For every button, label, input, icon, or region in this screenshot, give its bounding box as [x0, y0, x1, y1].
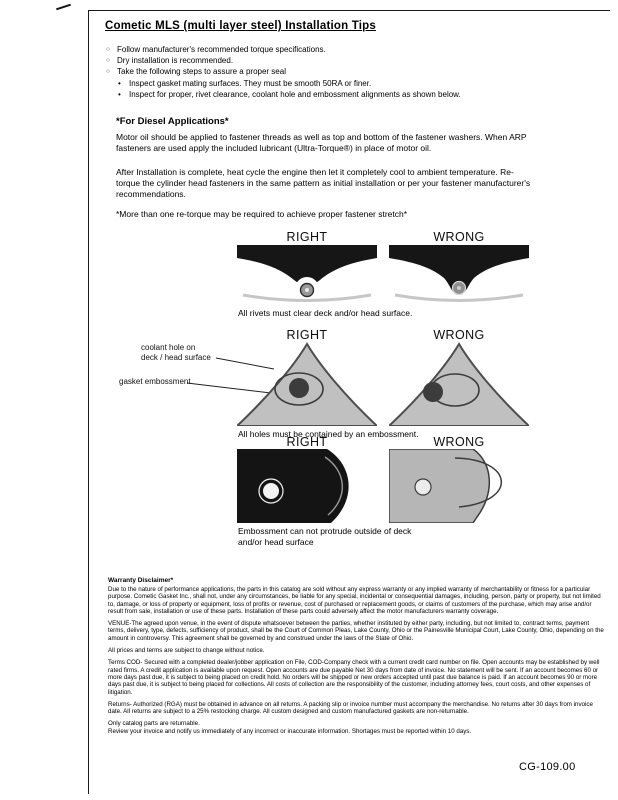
diagram-coolant-wrong: [389, 342, 529, 426]
embossment-right-illustration: [237, 449, 377, 523]
right-label-row1: RIGHT: [286, 230, 328, 244]
diagram-embossment-right: [237, 449, 377, 523]
diagram-embossment-wrong: [389, 449, 529, 523]
annotation-coolant-line-1: coolant hole on: [141, 343, 196, 352]
caption-embossment: [238, 526, 468, 547]
wrong-label-row1: WRONG: [433, 230, 485, 244]
diagram-rivet-wrong: [389, 245, 529, 303]
diagram-rivet-right: [237, 245, 377, 303]
wrong-label-row2: WRONG: [433, 328, 485, 342]
installation-tips-list: [106, 44, 461, 100]
embossment-wrong-illustration: [389, 449, 529, 523]
warranty-heading: Warranty Disclaimer*: [108, 577, 174, 584]
warranty-paragraph: Terms COD- Secured with a completed dealer/jobber application on File, COD-Company check with a current credit card number on file. Open accounts may be established by well rated firms. A credit application is available upon request. Open accounts are due payable Net 30 days from date of invoice. No statement will be sent. If an account becomes 60 or more days past due, it is subject to being placed on credit hold. No orders will be shipped or new orders accepted until past due balance is paid. If an account becomes 90 or more days past due, it is subject to being placed for collections. All costs of collection are the responsibility of the customer, including attorney fees, court costs, and other expenses of litigation.: [108, 659, 600, 696]
wrong-label-row3: WRONG: [433, 435, 485, 449]
diesel-paragraph-1: Motor oil should be applied to fastener threads as well as top and bottom of the fastener washers. When ARP fasteners are used apply the included lubricant (Ultra-Torque®) in place of motor oil.: [116, 132, 527, 154]
tip-sub-item: • Inspect for proper, rivet clearance, coolant hole and embossment alignments as shown below.: [118, 89, 461, 100]
annotation-gasket-embossment: gasket embossment: [119, 377, 191, 386]
right-label-row3: RIGHT: [286, 435, 328, 449]
caption-rivets: All rivets must clear deck and/or head surface.: [238, 308, 413, 318]
warranty-paragraph: Review your invoice and notify us immediately of any incorrect or inaccurate information. Shortages must be reported within 10 days.: [108, 727, 472, 735]
caption-holes: All holes must be contained by an embossment.: [238, 429, 419, 439]
diesel-applications-heading: *For Diesel Applications*: [116, 116, 229, 127]
warranty-paragraph: VENUE-The agreed upon venue, in the event of dispute whatsoever between the parties, whether instituted by either party, including, but not limited to, contract terms, payment terms, delivery, type, defects, sufficiency of product, shall be the Court of Common Pleas, Lake County, Ohio or the Painesville Municipal Court, Lake County, Ohio, depending on the amount in controversy. This agreement shall be governed by and construed under the laws of the State of Ohio.: [108, 620, 604, 642]
annotation-coolant-line-2: deck / head surface: [141, 352, 211, 362]
tip-sub-item: • Inspect gasket mating surfaces. They must be smooth 50RA or finer.: [118, 78, 461, 89]
coolant-wrong-illustration: [389, 342, 529, 426]
warranty-section: [108, 577, 605, 740]
rivet-right-illustration: [237, 245, 377, 303]
page-frame: [88, 10, 610, 794]
tip-item: ○ Follow manufacturer's recommended torque specifications.: [106, 44, 461, 55]
diagram-coolant-right: [237, 342, 377, 426]
tip-item: ○ Dry installation is recommended.: [106, 55, 461, 66]
caption-embossment-line-1: Embossment can not protrude outside of deck: [238, 526, 412, 536]
warranty-paragraph: All prices and terms are subject to change without notice.: [108, 647, 265, 655]
diesel-paragraph-2: After Installation is complete, heat cycle the engine then let it completely cool to ambient temperature. Re-torque the cylinder head fasteners in the same pattern as initial installation or per your fastener manufacturer's recommendations.: [116, 167, 531, 200]
warranty-paragraph: Due to the nature of performance applications, the parts in this catalog are sold without any express warranty or any implied warranty of merchantability or fitness for a particular purpose. Cometic Gasket Inc., shall not, under any circumstances, be liable for any special, incidental or consequential damages, including, person, party or property, but not limited to, damage, or loss of property or equipment, loss of profits or revenue, cost of purchased or replacement goods, or claims of customers of the purchase, which may arise and/or result from sale, installation or use of these parts. Installation of these parts could adversely affect the motor manufacturers warranty coverage.: [108, 586, 601, 615]
warranty-paragraph: Returns- Authorized (RGA) must be obtained in advance on all returns. A packing slip or invoice number must accompany the merchandise. No returns after 30 days from invoice date. All returns are subject to a 25% restocking charge. All custom designed and custom manufactured gaskets are non-returnable.: [108, 700, 593, 716]
warranty-paragraph: Only catalog parts are returnable.: [108, 720, 200, 728]
scan-mark: [56, 4, 71, 11]
retorque-note: *More than one re-torque may be required to achieve proper fastener stretch*: [116, 209, 408, 219]
right-label-row2: RIGHT: [286, 328, 328, 342]
coolant-right-illustration: [237, 342, 377, 426]
document-code: CG-109.00: [519, 761, 576, 773]
caption-embossment-line-2: and/or head surface: [238, 536, 314, 547]
page-title: Cometic MLS (multi layer steel) Installation Tips: [105, 20, 376, 32]
rivet-wrong-illustration: [389, 245, 529, 303]
tip-item: ○ Take the following steps to assure a proper seal: [106, 66, 461, 77]
